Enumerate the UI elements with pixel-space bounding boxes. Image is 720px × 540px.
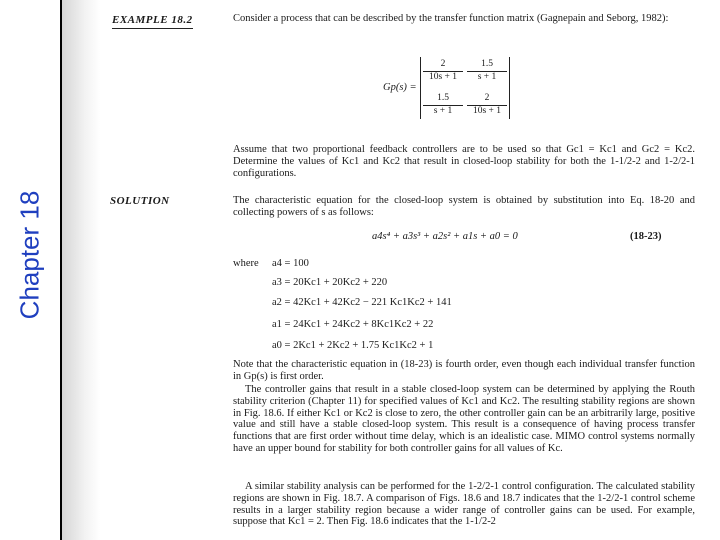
solution-label: SOLUTION (110, 195, 170, 207)
coefficient-a0: a0 = 2Kc1 + 2Kc2 + 1.75 Kc1Kc2 + 1 (272, 340, 434, 351)
characteristic-equation: a4s⁴ + a3s³ + a2s² + a1s + a0 = 0 (372, 231, 518, 242)
example-label: EXAMPLE 18.2 (112, 14, 193, 29)
transfer-function-matrix (420, 57, 510, 119)
matrix-cell-21: $\frac{1.5}{s + 1}$ (423, 93, 463, 117)
coefficient-a3: a3 = 20Kc1 + 20Kc2 + 220 (272, 277, 388, 288)
matrix-cell-11: $\frac{2}{10s + 1}$ (423, 59, 463, 83)
scan-shadow (62, 0, 100, 540)
chapter-sidebar (0, 0, 62, 540)
textbook-page (100, 0, 720, 540)
where-label: where (233, 258, 259, 269)
matrix-label: Gp(s) = (383, 82, 417, 93)
note-paragraph: Note that the characteristic equation in (18-23) is fourth order, even though each individual transfer function in Gp(s) is first order. (233, 359, 695, 382)
matrix-cell-22: $\frac{2}{10s + 1}$ (467, 93, 507, 117)
coefficient-a1: a1 = 24Kc1 + 24Kc2 + 8Kc1Kc2 + 22 (272, 319, 434, 330)
chapter-label: Chapter 18 (14, 190, 45, 320)
example-intro: Consider a process that can be described by the transfer function matrix (Gagnepain and Seborg, 1982): (233, 13, 669, 24)
matrix-cell-12: $\frac{1.5}{s + 1}$ (467, 59, 507, 83)
example-assumption: Assume that two proportional feedback controllers are to be used so that Gc1 = Kc1 and Gc2 = Kc2. Determine the values of Kc1 and Kc2 that result in closed-loop stability for both the 1-1/2-2 and 1-2/2-1 configurations. (233, 144, 695, 179)
solution-intro: The characteristic equation for the closed-loop system is obtained by substitution into Eq. 18-20 and collecting powers of s as follows: (233, 195, 695, 218)
stability-paragraph: The controller gains that result in a stable closed-loop system can be determined by applying the Routh stability criterion (Chapter 11) for specified values of Kc1 and Kc2. The resulting stability regions are shown in Fig. 18.6. If either Kc1 or Kc2 is close to zero, the other controller gain can be an arbitrarily large, positive value and still have a stable closed-loop system. This result is a consequence of having process transfer functions that are first order without time delay, which is an idealistic case. MIMO control systems normally have an upper bound for stability for both controller gains for all values of Kc. (233, 384, 695, 454)
equation-number: (18-23) (630, 231, 662, 242)
coefficient-a4: a4 = 100 (272, 258, 309, 269)
comparison-paragraph: A similar stability analysis can be performed for the 1-2/2-1 control configuration. The calculated stability regions are shown in Fig. 18.7. A comparison of Figs. 18.6 and 18.7 indicates that the 1-2/2-1 control scheme results in a larger stability region because a wider range of controller gains can be used. For example, suppose that Kc1 = 2. Then Fig. 18.6 indicates that the 1-1/2-2 (233, 481, 695, 528)
coefficient-a2: a2 = 42Kc1 + 42Kc2 − 221 Kc1Kc2 + 141 (272, 297, 452, 308)
